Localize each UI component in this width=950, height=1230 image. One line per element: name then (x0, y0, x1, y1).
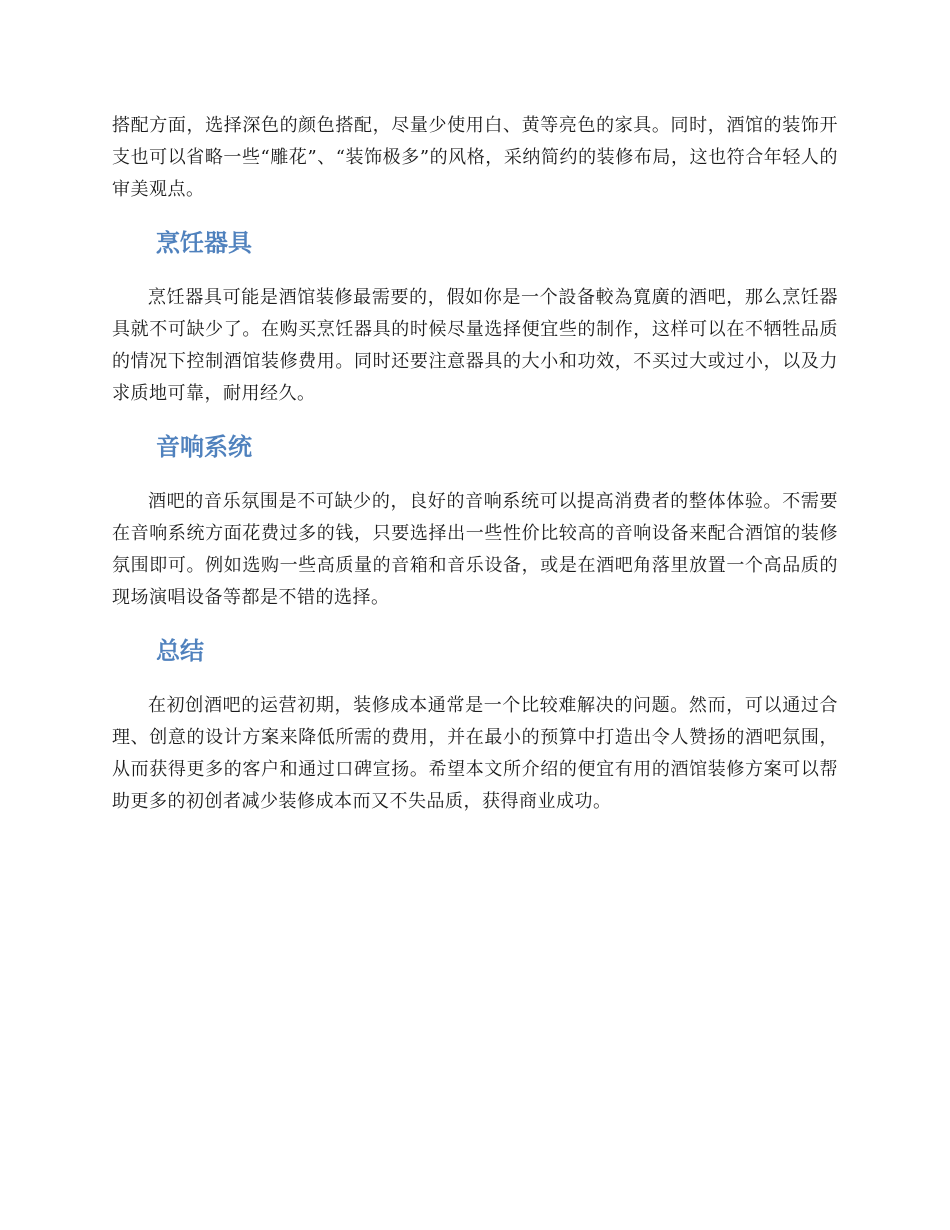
section-paragraph-cooking-equipment: 烹饪器具可能是酒馆装修最需要的，假如你是一个設备較為寬廣的酒吧，那么烹饪器具就不可缺少了。在购买烹饪器具的时候尽量选择便宜些的制作，这样可以在不牺牲品质的情况下控制酒馆装修费用。同时还要注意器具的大小和功效，不买过大或过小，以及力求质地可靠，耐用经久。 (112, 287, 838, 404)
section-paragraph-sound-system: 酒吧的音乐氛围是不可缺少的，良好的音响系统可以提高消费者的整体体验。不需要在音响系统方面花费过多的钱，只要选择出一些性价比较高的音响设备来配合酒馆的装修氛围即可。例如选购一些高质量的音箱和音乐设备，或是在酒吧角落里放置一个高品质的现场演唱设备等都是不错的选择。 (112, 491, 838, 608)
section-heading-sound-system: 音响系统 (156, 433, 252, 461)
section-paragraph-summary: 在初创酒吧的运营初期，装修成本通常是一个比较难解决的问题。然而，可以通过合理、创意的设计方案来降低所需的费用，并在最小的预算中打造出令人赞扬的酒吧氛围，从而获得更多的客户和通过口碑宣扬。希望本文所介绍的便宜有用的酒馆装修方案可以帮助更多的初创者减少装修成本而又不失品质，获得商业成功。 (112, 695, 838, 812)
intro-paragraph: 搭配方面，选择深色的颜色搭配，尽量少使用白、黄等亮色的家具。同时，酒馆的装饰开支也可以省略一些“雕花”、“装饰极多”的风格，采纳简约的装修布局，这也符合年轻人的审美观点。 (112, 115, 838, 200)
section-heading-cooking-equipment: 烹饪器具 (156, 229, 252, 257)
section-heading-summary: 总结 (156, 637, 204, 665)
